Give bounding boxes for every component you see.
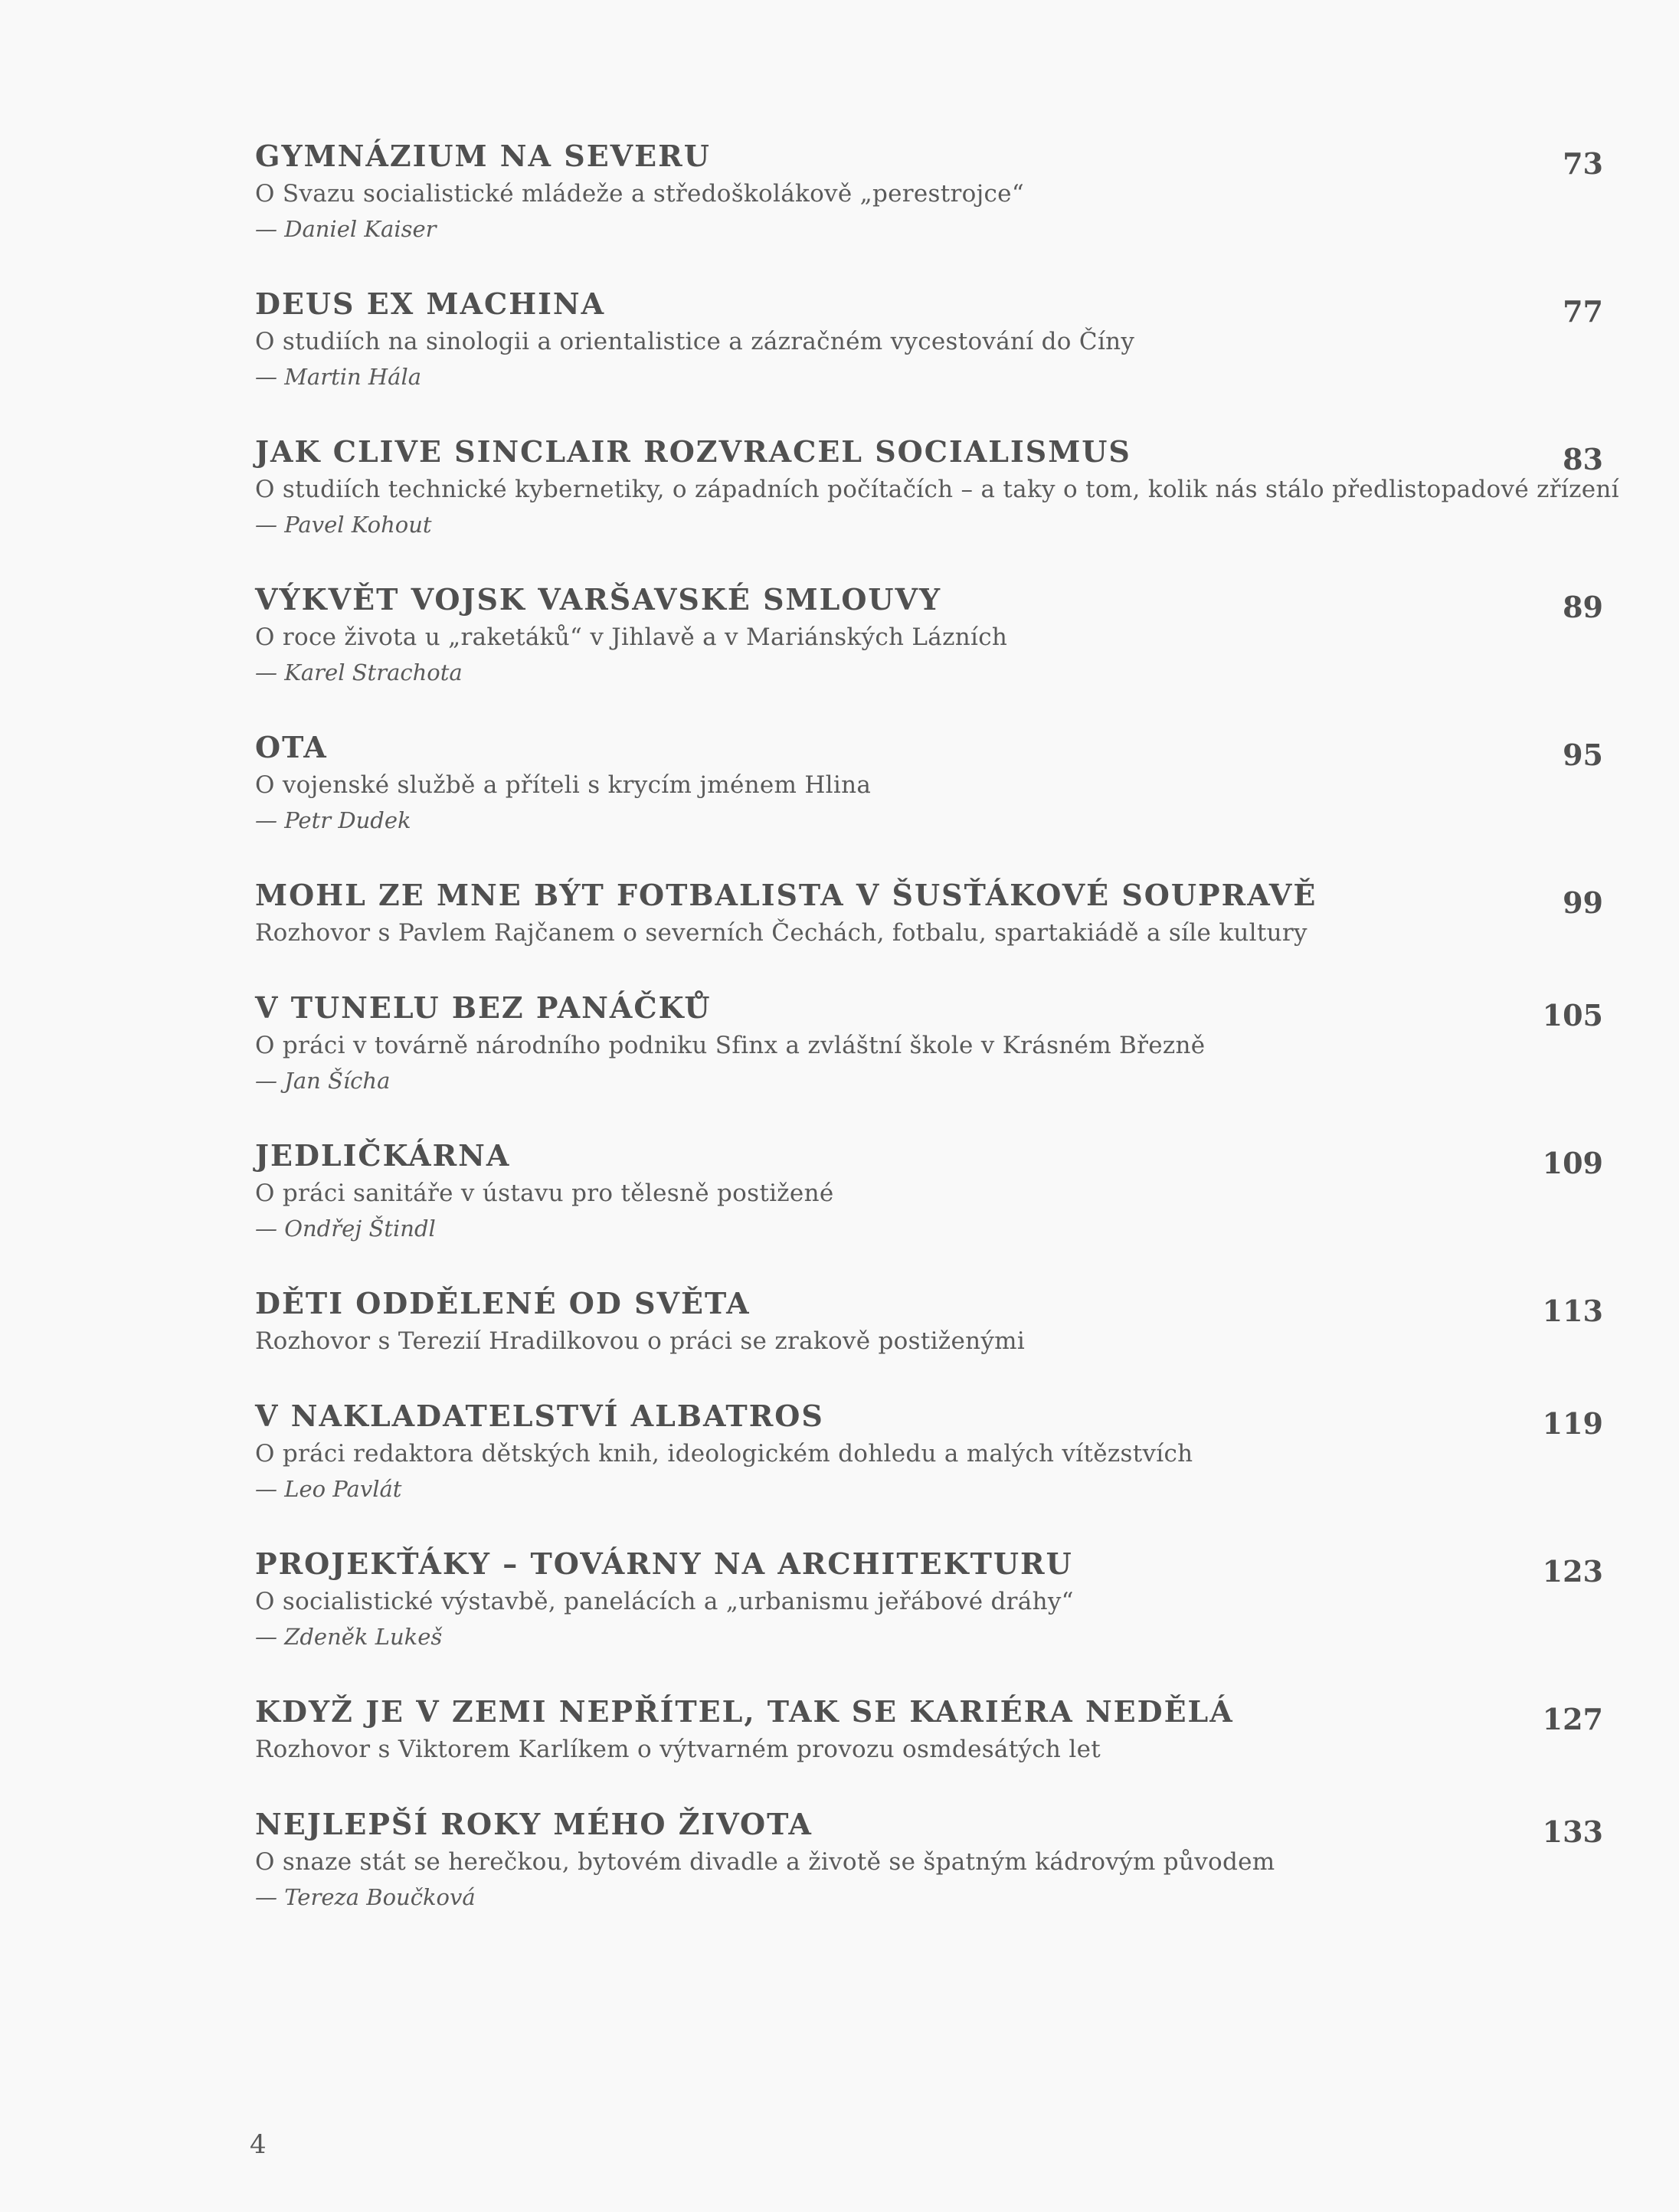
entry-subtitle: O roce života u „raketáků“ v Jihlavě a v Mariánských Lázních bbox=[255, 623, 1008, 651]
entry-title: V NAKLADATELSTVÍ ALBATROS bbox=[255, 1399, 824, 1433]
entry-page-number: 105 bbox=[1542, 998, 1603, 1032]
entry-author: — Ondřej Štindl bbox=[255, 1216, 436, 1242]
entry-author: — Pavel Kohout bbox=[255, 512, 432, 538]
entry-title: OTA bbox=[255, 730, 328, 764]
entry-title: DEUS EX MACHINA bbox=[255, 286, 606, 321]
entry-subtitle: O vojenské službě a příteli s krycím jménem Hlina bbox=[255, 771, 872, 799]
entry-author: — Daniel Kaiser bbox=[255, 216, 437, 242]
entry-title: JEDLIČKÁRNA bbox=[255, 1138, 511, 1173]
entry-page-number: 113 bbox=[1542, 1294, 1603, 1328]
entry-title: DĚTI ODDĚLENÉ OD SVĚTA bbox=[255, 1286, 751, 1320]
toc-entry bbox=[255, 1544, 1603, 1692]
entry-page-number: 133 bbox=[1542, 1814, 1603, 1849]
entry-subtitle: O práci v továrně národního podniku Sfinx a zvláštní škole v Krásném Březně bbox=[255, 1032, 1206, 1059]
entry-subtitle: O socialistické výstavbě, panelácích a „urbanismu jeřábové dráhy“ bbox=[255, 1588, 1074, 1615]
entry-title: GYMNÁZIUM NA SEVERU bbox=[255, 139, 711, 173]
entry-author: — Martin Hála bbox=[255, 364, 422, 390]
table-of-contents bbox=[255, 136, 1619, 1952]
toc-entry bbox=[255, 1396, 1603, 1544]
entry-page-number: 83 bbox=[1563, 442, 1603, 476]
entry-author: — Tereza Boučková bbox=[255, 1884, 476, 1910]
toc-entry bbox=[255, 1692, 1603, 1805]
entry-title: NEJLEPŠÍ ROKY MÉHO ŽIVOTA bbox=[255, 1807, 813, 1841]
toc-entry bbox=[255, 1284, 1603, 1396]
entry-title: V TUNELU BEZ PANÁČKŮ bbox=[255, 990, 712, 1025]
toc-entry bbox=[255, 284, 1603, 432]
entry-page-number: 123 bbox=[1542, 1554, 1603, 1589]
entry-page-number: 109 bbox=[1542, 1146, 1603, 1180]
entry-author: — Zdeněk Lukeš bbox=[255, 1624, 443, 1650]
entry-page-number: 127 bbox=[1542, 1702, 1603, 1736]
entry-author: — Leo Pavlát bbox=[255, 1476, 402, 1502]
entry-page-number: 73 bbox=[1563, 146, 1603, 181]
toc-entry bbox=[255, 432, 1619, 580]
entry-page-number: 89 bbox=[1563, 590, 1603, 624]
toc-entry bbox=[255, 728, 1603, 875]
toc-entry bbox=[255, 875, 1603, 988]
entry-subtitle: Rozhovor s Viktorem Karlíkem o výtvarném provozu osmdesátých let bbox=[255, 1736, 1101, 1763]
toc-entry bbox=[255, 580, 1603, 728]
entry-page-number: 99 bbox=[1563, 885, 1603, 920]
entry-page-number: 77 bbox=[1563, 294, 1603, 329]
toc-entry bbox=[255, 988, 1603, 1136]
entry-page-number: 119 bbox=[1542, 1406, 1603, 1441]
entry-subtitle: Rozhovor s Terezií Hradilkovou o práci se zrakově postiženými bbox=[255, 1327, 1026, 1355]
entry-subtitle: O práci redaktora dětských knih, ideologickém dohledu a malých vítězstvích bbox=[255, 1440, 1193, 1468]
entry-subtitle: O Svazu socialistické mládeže a středoškolákově „perestrojce“ bbox=[255, 180, 1024, 208]
entry-subtitle: O práci sanitáře v ústavu pro tělesně postižené bbox=[255, 1180, 834, 1207]
entry-subtitle: Rozhovor s Pavlem Rajčanem o severních Čechách, fotbalu, spartakiádě a síle kultury bbox=[255, 919, 1308, 947]
toc-entry bbox=[255, 1136, 1603, 1284]
entry-author: — Jan Šícha bbox=[255, 1068, 391, 1094]
toc-entry bbox=[255, 1805, 1603, 1952]
entry-subtitle: O snaze stát se herečkou, bytovém divadle a životě se špatným kádrovým původem bbox=[255, 1848, 1275, 1876]
toc-entry bbox=[255, 136, 1603, 284]
entry-subtitle: O studiích na sinologii a orientalistice a zázračném vycestování do Číny bbox=[255, 328, 1135, 355]
entry-title: JAK CLIVE SINCLAIR ROZVRACEL SOCIALISMUS bbox=[255, 434, 1131, 469]
entry-author: — Karel Strachota bbox=[255, 659, 463, 686]
entry-title: PROJEKŤÁKY – TOVÁRNY NA ARCHITEKTURU bbox=[255, 1546, 1073, 1581]
entry-author: — Petr Dudek bbox=[255, 807, 411, 833]
entry-title: MOHL ZE MNE BÝT FOTBALISTA V ŠUSŤÁKOVÉ SOUPRAVĚ bbox=[255, 878, 1317, 912]
entry-subtitle: O studiích technické kybernetiky, o západních počítačích – a taky o tom, kolik nás stálo předlistopadové zřízení bbox=[255, 476, 1619, 503]
entry-title: VÝKVĚT VOJSK VARŠAVSKÉ SMLOUVY bbox=[255, 582, 942, 617]
entry-title: KDYŽ JE V ZEMI NEPŘÍTEL, TAK SE KARIÉRA NEDĚLÁ bbox=[255, 1694, 1234, 1729]
entry-page-number: 95 bbox=[1563, 738, 1603, 772]
footer-page-number: 4 bbox=[250, 2129, 267, 2160]
